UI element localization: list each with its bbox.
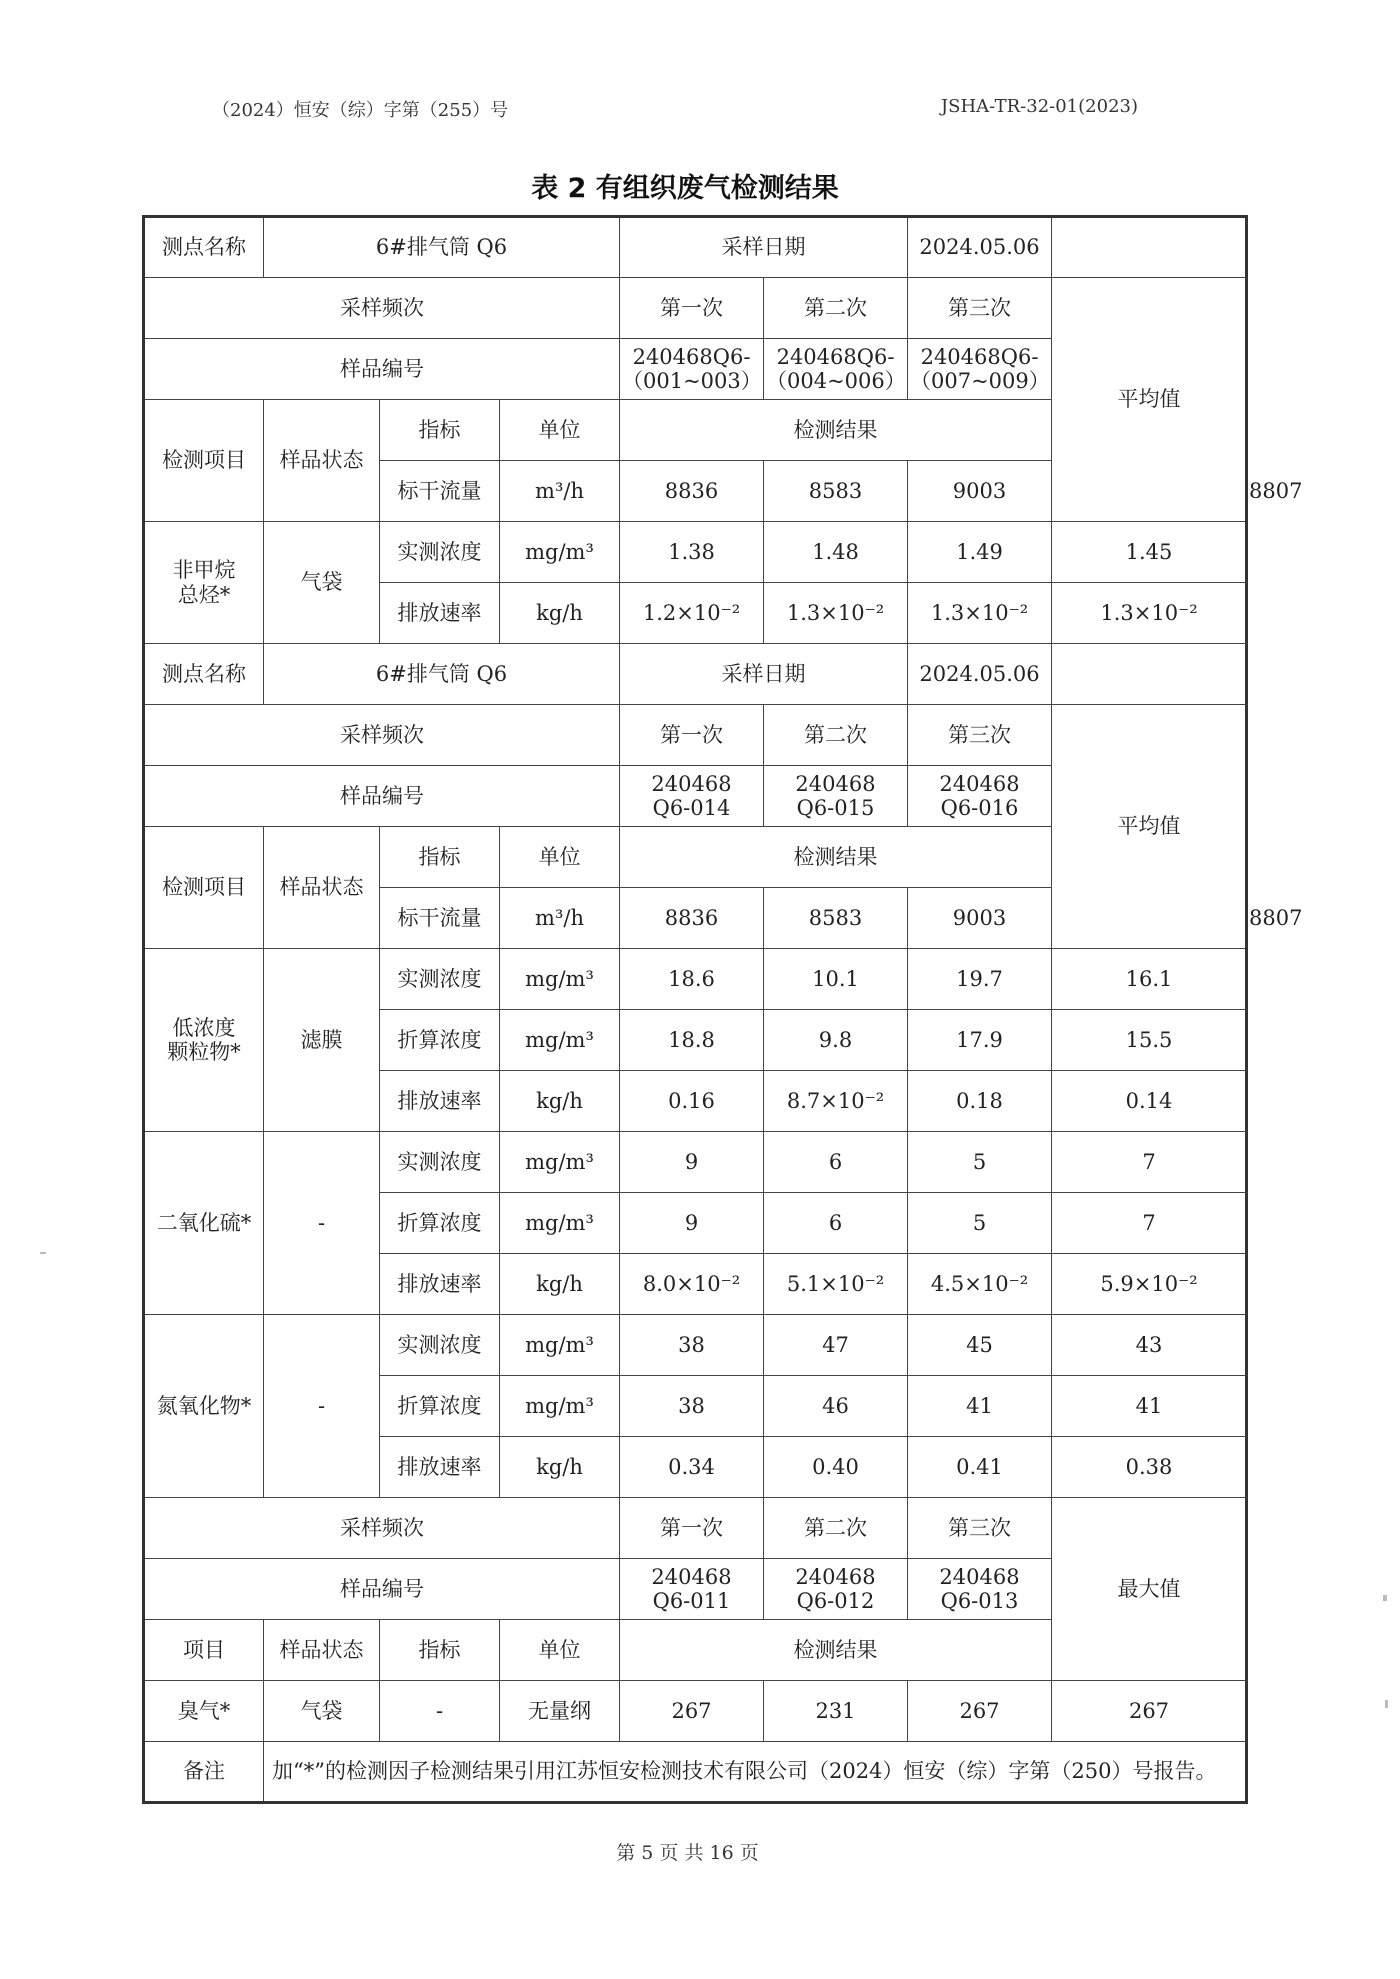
result-value: 0.41 (908, 1437, 1052, 1498)
frequency-cell: 第三次 (908, 1498, 1052, 1559)
result-value: 5 (908, 1132, 1052, 1193)
flow-label: 标干流量 (380, 888, 500, 949)
index-name: - (380, 1681, 500, 1742)
unit-value: mg/m³ (500, 949, 620, 1010)
result-value: 4.5×10⁻² (908, 1254, 1052, 1315)
average-label: 平均值 (1052, 278, 1247, 522)
sample-id-cell: 240468 Q6-015 (764, 766, 908, 827)
frequency-cell: 第一次 (620, 1498, 764, 1559)
index-label: 指标 (380, 400, 500, 461)
result-value: 9 (620, 1193, 764, 1254)
result-value: 1.49 (908, 522, 1052, 583)
frequency-cell: 第二次 (764, 705, 908, 766)
unit-value: mg/m³ (500, 1315, 620, 1376)
site-value: 6#排气筒 Q6 (264, 217, 620, 278)
table-row (144, 1498, 1247, 1559)
table-row: 标干流量 m³/h 8836 8583 9003 8807 (144, 461, 1247, 522)
result-value: 0.14 (1052, 1071, 1247, 1132)
unit-value: kg/h (500, 583, 620, 644)
item-label: 检测项目 (144, 400, 264, 522)
flow-value: 8836 (620, 461, 764, 522)
result-value: 8.0×10⁻² (620, 1254, 764, 1315)
table-row (144, 1681, 1247, 1742)
sample-id-cell: 240468Q6- （007~009） (908, 339, 1052, 400)
sample-id-cell: 240468 Q6-014 (620, 766, 764, 827)
index-name: 实测浓度 (380, 949, 500, 1010)
sample-state: 气袋 (264, 522, 380, 644)
table-row (144, 949, 1247, 1010)
result-value: 43 (1052, 1315, 1247, 1376)
unit-label: 单位 (500, 1620, 620, 1681)
result-value: 41 (1052, 1376, 1247, 1437)
result-value: 5.9×10⁻² (1052, 1254, 1247, 1315)
table-row (144, 1742, 1247, 1803)
sample-id-label: 样品编号 (144, 1559, 620, 1620)
sample-id-cell: 240468Q6- （004~006） (764, 339, 908, 400)
sample-id-cell: 240468 Q6-013 (908, 1559, 1052, 1620)
site-value: 6#排气筒 Q6 (264, 644, 620, 705)
pollutant-name: 臭气* (144, 1681, 264, 1742)
sample-state: - (264, 1315, 380, 1498)
result-value: 1.2×10⁻² (620, 583, 764, 644)
unit-value: kg/h (500, 1071, 620, 1132)
item-label: 项目 (144, 1620, 264, 1681)
unit-label: 单位 (500, 400, 620, 461)
unit-value: mg/m³ (500, 1010, 620, 1071)
index-label: 指标 (380, 1620, 500, 1681)
flow-label: 标干流量 (380, 461, 500, 522)
pollutant-name: 非甲烷 总烃* (144, 522, 264, 644)
frequency-label: 采样频次 (144, 1498, 620, 1559)
table-row (144, 644, 1247, 705)
result-value: 6 (764, 1132, 908, 1193)
flow-value: 9003 (908, 461, 1052, 522)
result-value: 1.3×10⁻² (908, 583, 1052, 644)
unit-label: 单位 (500, 827, 620, 888)
table-caption: 表 2 有组织废气检测结果 (531, 173, 839, 204)
result-value: 8.7×10⁻² (764, 1071, 908, 1132)
result-value: 5 (908, 1193, 1052, 1254)
item-label: 检测项目 (144, 827, 264, 949)
sample-id-cell: 240468 Q6-011 (620, 1559, 764, 1620)
result-value: 46 (764, 1376, 908, 1437)
remark-text: 加“*”的检测因子检测结果引用江苏恒安检测技术有限公司（2024）恒安（综）字第（250）号报告。 (264, 1742, 1247, 1803)
max-label: 最大值 (1052, 1498, 1247, 1681)
index-name: 排放速率 (380, 1254, 500, 1315)
pollutant-name: 二氧化硫* (144, 1132, 264, 1315)
report-number: （2024）恒安（综）字第（255）号 (212, 100, 509, 121)
result-value: 41 (908, 1376, 1052, 1437)
state-label: 样品状态 (264, 827, 380, 949)
result-value: 267 (908, 1681, 1052, 1742)
result-value: 9.8 (764, 1010, 908, 1071)
result-value: 17.9 (908, 1010, 1052, 1071)
unit-value: mg/m³ (500, 1376, 620, 1437)
frequency-label: 采样频次 (144, 705, 620, 766)
result-value: 7 (1052, 1132, 1247, 1193)
frequency-cell: 第二次 (764, 1498, 908, 1559)
scan-speck (1383, 1595, 1387, 1601)
result-value: 10.1 (764, 949, 908, 1010)
result-value: 45 (908, 1315, 1052, 1376)
sample-id-cell: 240468 Q6-016 (908, 766, 1052, 827)
site-label: 测点名称 (144, 217, 264, 278)
index-name: 折算浓度 (380, 1010, 500, 1071)
table-row (144, 278, 1247, 339)
scan-speck (40, 1252, 46, 1254)
table-row (144, 1132, 1247, 1193)
result-value: 0.34 (620, 1437, 764, 1498)
result-label: 检测结果 (620, 400, 1052, 461)
flow-unit: m³/h (500, 461, 620, 522)
index-name: 实测浓度 (380, 522, 500, 583)
pollutant-name: 低浓度 颗粒物* (144, 949, 264, 1132)
date-label: 采样日期 (620, 644, 908, 705)
result-label: 检测结果 (620, 1620, 1052, 1681)
scan-speck (1385, 1700, 1388, 1708)
unit-value: mg/m³ (500, 522, 620, 583)
pollutant-name: 氮氧化物* (144, 1315, 264, 1498)
table-row (144, 217, 1247, 278)
frequency-cell: 第三次 (908, 278, 1052, 339)
sample-state: - (264, 1132, 380, 1315)
result-value: 0.38 (1052, 1437, 1247, 1498)
sample-state: 气袋 (264, 1681, 380, 1742)
frequency-cell: 第一次 (620, 705, 764, 766)
result-value: 9 (620, 1132, 764, 1193)
average-label: 平均值 (1052, 705, 1247, 949)
flow-unit: m³/h (500, 888, 620, 949)
results-table (142, 215, 1303, 1804)
result-value: 267 (1052, 1681, 1247, 1742)
index-name: 排放速率 (380, 583, 500, 644)
frequency-cell: 第二次 (764, 278, 908, 339)
result-value: 18.6 (620, 949, 764, 1010)
table-row: 标干流量 m³/h 8836 8583 9003 8807 (144, 888, 1247, 949)
date-label: 采样日期 (620, 217, 908, 278)
result-value: 47 (764, 1315, 908, 1376)
sample-id-label: 样品编号 (144, 339, 620, 400)
index-name: 实测浓度 (380, 1132, 500, 1193)
flow-value: 8583 (764, 888, 908, 949)
index-name: 排放速率 (380, 1071, 500, 1132)
table-row (144, 705, 1247, 766)
result-value: 1.45 (1052, 522, 1247, 583)
result-value: 6 (764, 1193, 908, 1254)
flow-value: 8836 (620, 888, 764, 949)
result-value: 1.3×10⁻² (764, 583, 908, 644)
index-name: 实测浓度 (380, 1315, 500, 1376)
frequency-cell: 第一次 (620, 278, 764, 339)
result-value: 0.40 (764, 1437, 908, 1498)
result-value: 1.38 (620, 522, 764, 583)
result-value: 19.7 (908, 949, 1052, 1010)
result-value: 1.3×10⁻² (1052, 583, 1247, 644)
site-label: 测点名称 (144, 644, 264, 705)
remark-label: 备注 (144, 1742, 264, 1803)
index-name: 排放速率 (380, 1437, 500, 1498)
result-label: 检测结果 (620, 827, 1052, 888)
flow-value: 9003 (908, 888, 1052, 949)
sample-state: 滤膜 (264, 949, 380, 1132)
result-value: 7 (1052, 1193, 1247, 1254)
result-value: 5.1×10⁻² (764, 1254, 908, 1315)
index-name: 折算浓度 (380, 1376, 500, 1437)
result-value: 0.16 (620, 1071, 764, 1132)
index-name: 折算浓度 (380, 1193, 500, 1254)
flow-value: 8583 (764, 461, 908, 522)
result-value: 15.5 (1052, 1010, 1247, 1071)
state-label: 样品状态 (264, 1620, 380, 1681)
result-value: 38 (620, 1315, 764, 1376)
form-code: JSHA-TR-32-01(2023) (940, 96, 1138, 117)
page-footer: 第 5 页 共 16 页 (616, 1842, 759, 1864)
result-value: 16.1 (1052, 949, 1247, 1010)
state-label: 样品状态 (264, 400, 380, 522)
index-label: 指标 (380, 827, 500, 888)
frequency-label: 采样频次 (144, 278, 620, 339)
result-value: 38 (620, 1376, 764, 1437)
unit-value: kg/h (500, 1437, 620, 1498)
table-row (144, 522, 1247, 583)
result-value: 1.48 (764, 522, 908, 583)
sample-id-cell: 240468Q6- （001~003） (620, 339, 764, 400)
frequency-cell: 第三次 (908, 705, 1052, 766)
result-value: 18.8 (620, 1010, 764, 1071)
unit-value: kg/h (500, 1254, 620, 1315)
result-value: 231 (764, 1681, 908, 1742)
unit-value: 无量纲 (500, 1681, 620, 1742)
sample-id-cell: 240468 Q6-012 (764, 1559, 908, 1620)
unit-value: mg/m³ (500, 1132, 620, 1193)
date-value: 2024.05.06 (908, 644, 1052, 705)
result-value: 0.18 (908, 1071, 1052, 1132)
result-value: 267 (620, 1681, 764, 1742)
unit-value: mg/m³ (500, 1193, 620, 1254)
date-value: 2024.05.06 (908, 217, 1052, 278)
table-row (144, 1315, 1247, 1376)
sample-id-label: 样品编号 (144, 766, 620, 827)
